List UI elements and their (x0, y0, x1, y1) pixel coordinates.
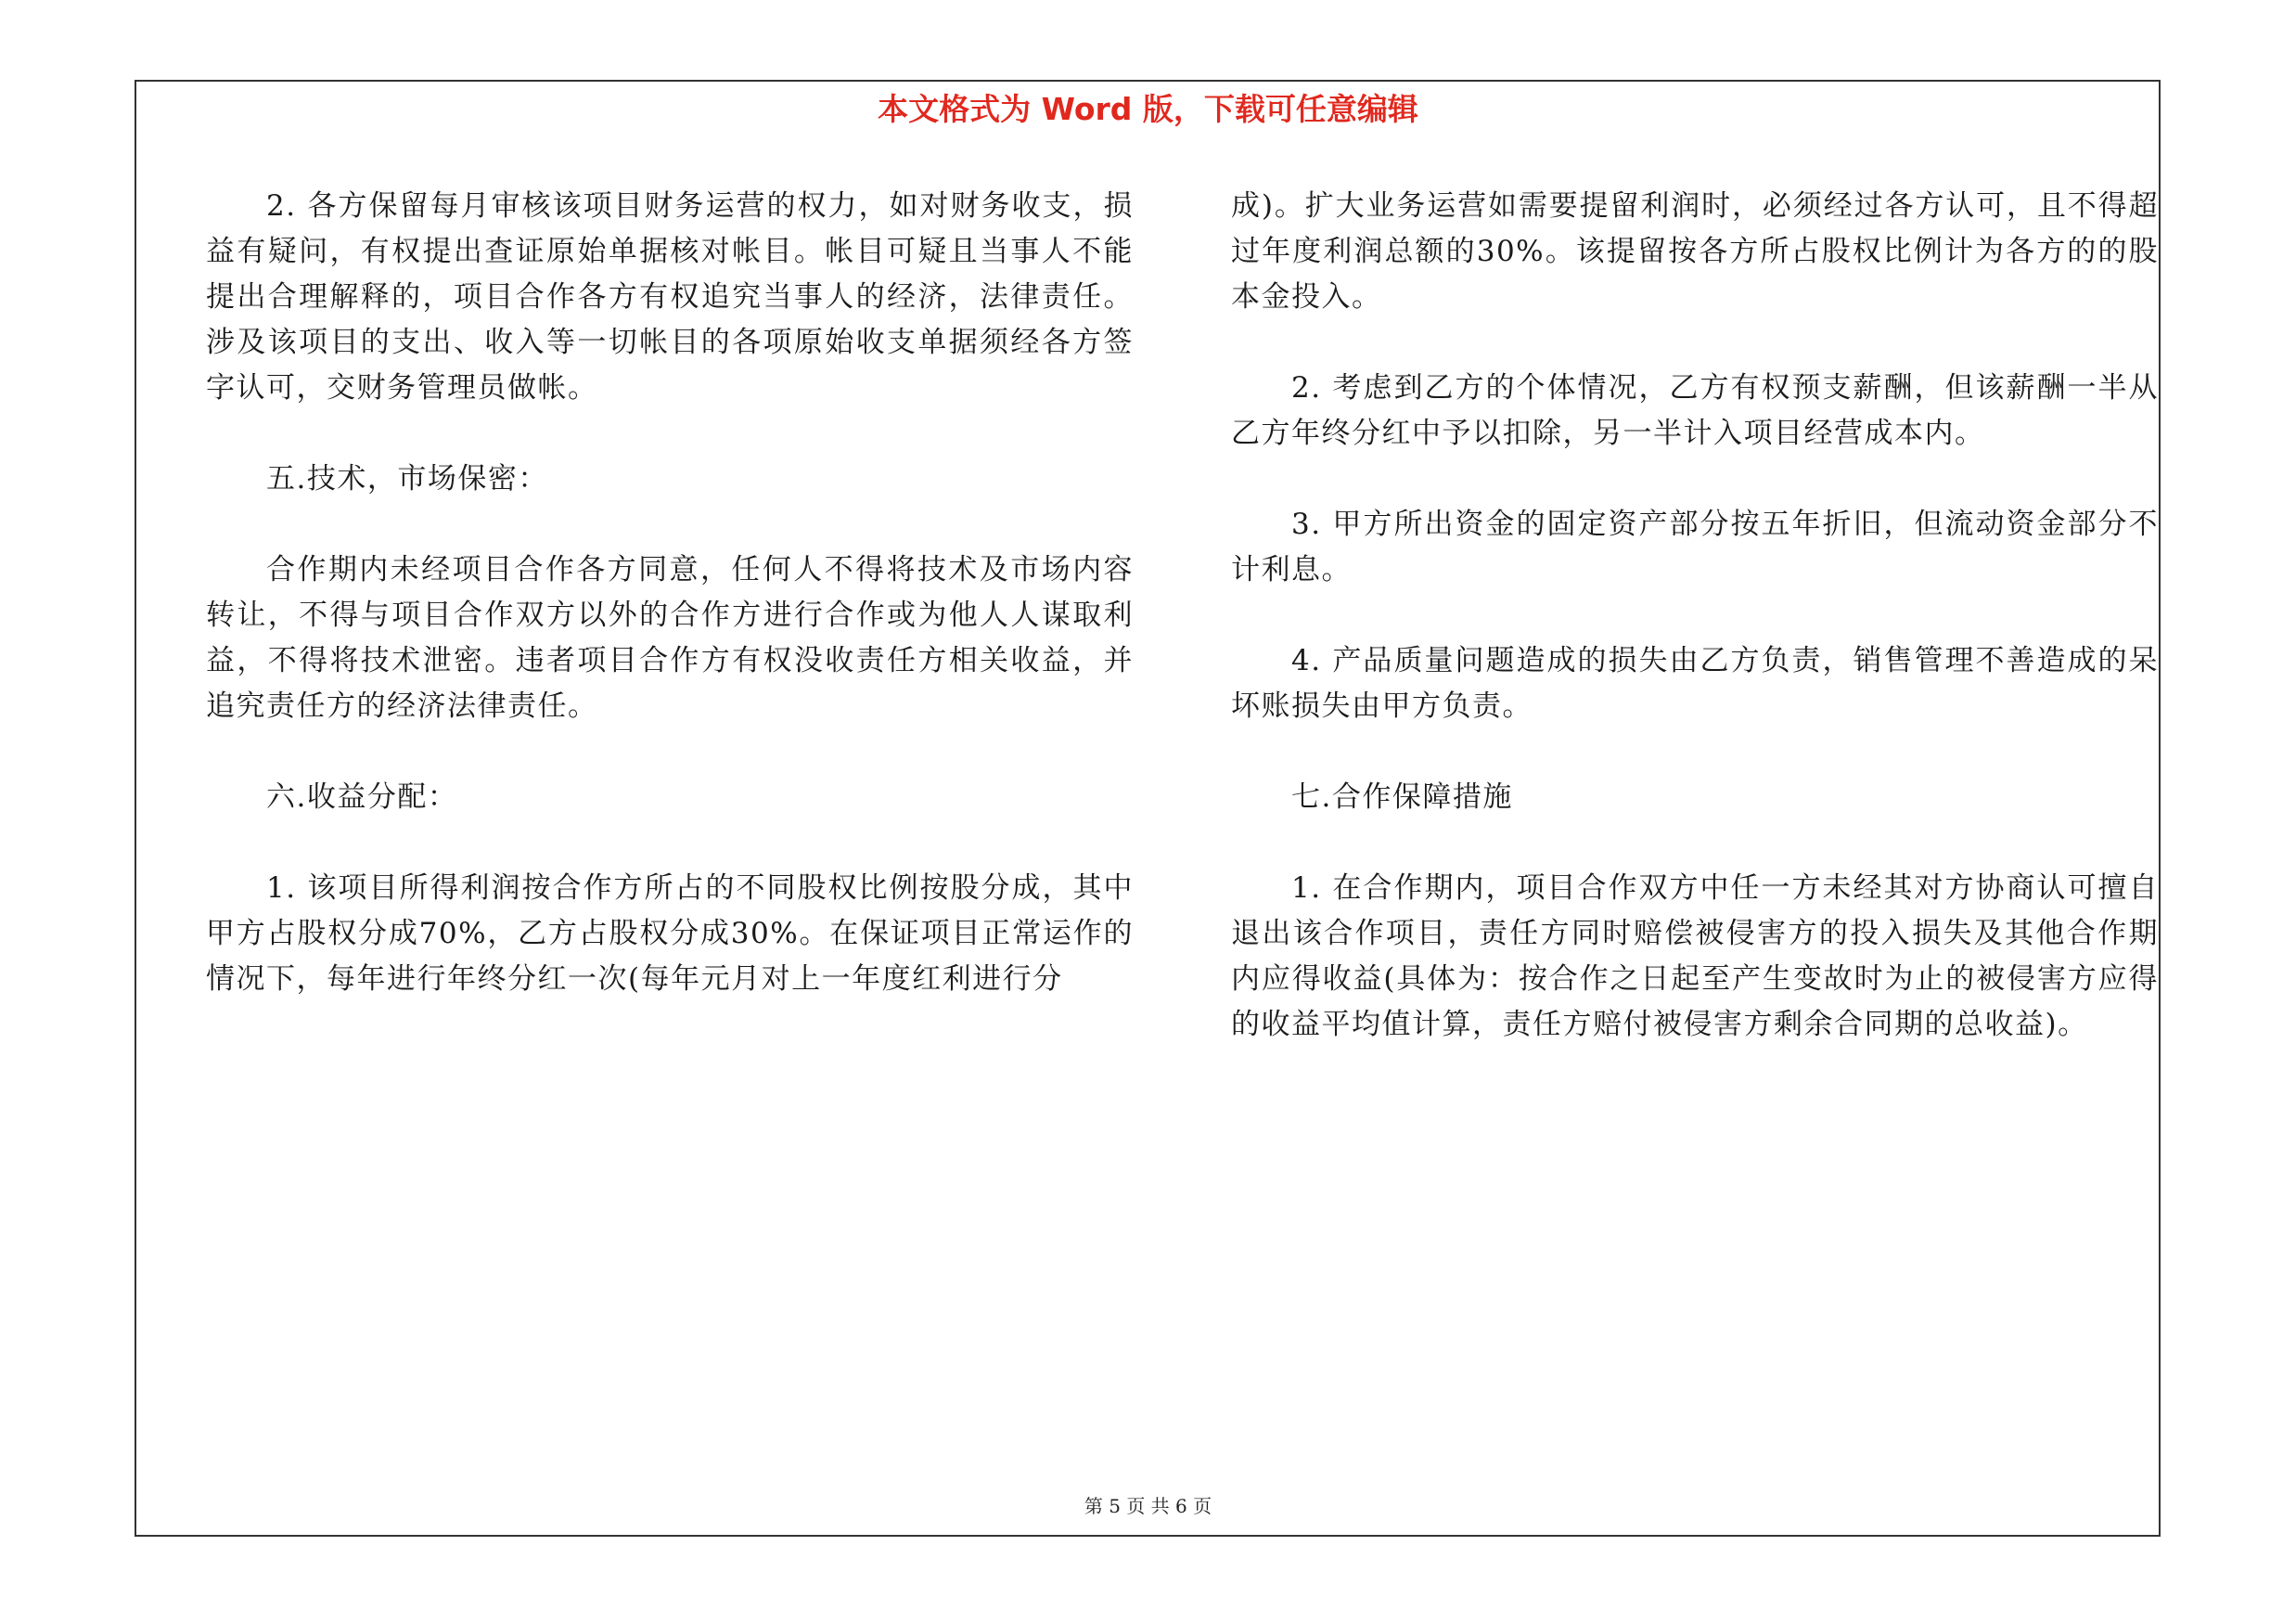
paragraph: 1. 该项目所得利润按合作方所占的不同股权比例按股分成，其中甲方占股权分成70%，乙方占股权分成30%。在保证项目正常运作的情况下，每年进行年终分红一次(每年元月对上一年度红利进行分 (206, 871, 1134, 996)
section-heading: 五.技术，市场保密： (266, 462, 548, 496)
paragraph: 2. 考虑到乙方的个体情况，乙方有权预支薪酬，但该薪酬一半从乙方年终分红中予以扣除，另一半计入项目经营成本内。 (1231, 371, 2159, 450)
left-column (206, 184, 1134, 1048)
page-number: 第 5 页 共 6 页 (1084, 1495, 1212, 1517)
section-heading: 七.合作保障措施 (1291, 780, 1513, 814)
paragraph: 2. 各方保留每月审核该项目财务运营的权力，如对财务收支，损益有疑问，有权提出查证原始单据核对帐目。帐目可疑且当事人不能提出合理解释的，项目合作各方有权追究当事人的经济，法律责任。涉及该项目的支出、收入等一切帐目的各项原始收支单据须经各方签字认可，交财务管理员做帐。 (206, 189, 1134, 405)
right-column (1231, 184, 2159, 1093)
paragraph-continued: 成)。扩大业务运营如需要提留利润时，必须经过各方认可，且不得超过年度利润总额的30%。该提留按各方所占股权比例计为各方的的股本金投入。 (1231, 189, 2159, 314)
document-banner: 本文格式为 Word 版，下载可任意编辑 (878, 91, 1418, 127)
paragraph: 3. 甲方所出资金的固定资产部分按五年折旧，但流动资金部分不计利息。 (1231, 508, 2159, 586)
section-heading: 六.收益分配： (266, 780, 458, 814)
paragraph: 4. 产品质量问题造成的损失由乙方负责，销售管理不善造成的呆坏账损失由甲方负责。 (1231, 644, 2159, 723)
paragraph: 1. 在合作期内，项目合作双方中任一方未经其对方协商认可擅自退出该合作项目，责任方同时赔偿被侵害方的投入损失及其他合作期内应得收益(具体为：按合作之日起至产生变故时为止的被侵害方应得的收益平均值计算，责任方赔付被侵害方剩余合同期的总收益)。 (1231, 871, 2159, 1041)
paragraph: 合作期内未经项目合作各方同意，任何人不得将技术及市场内容转让，不得与项目合作双方以外的合作方进行合作或为他人人谋取利益，不得将技术泄密。违者项目合作方有权没收责任方相关收益，并追究责任方的经济法律责任。 (206, 553, 1134, 723)
